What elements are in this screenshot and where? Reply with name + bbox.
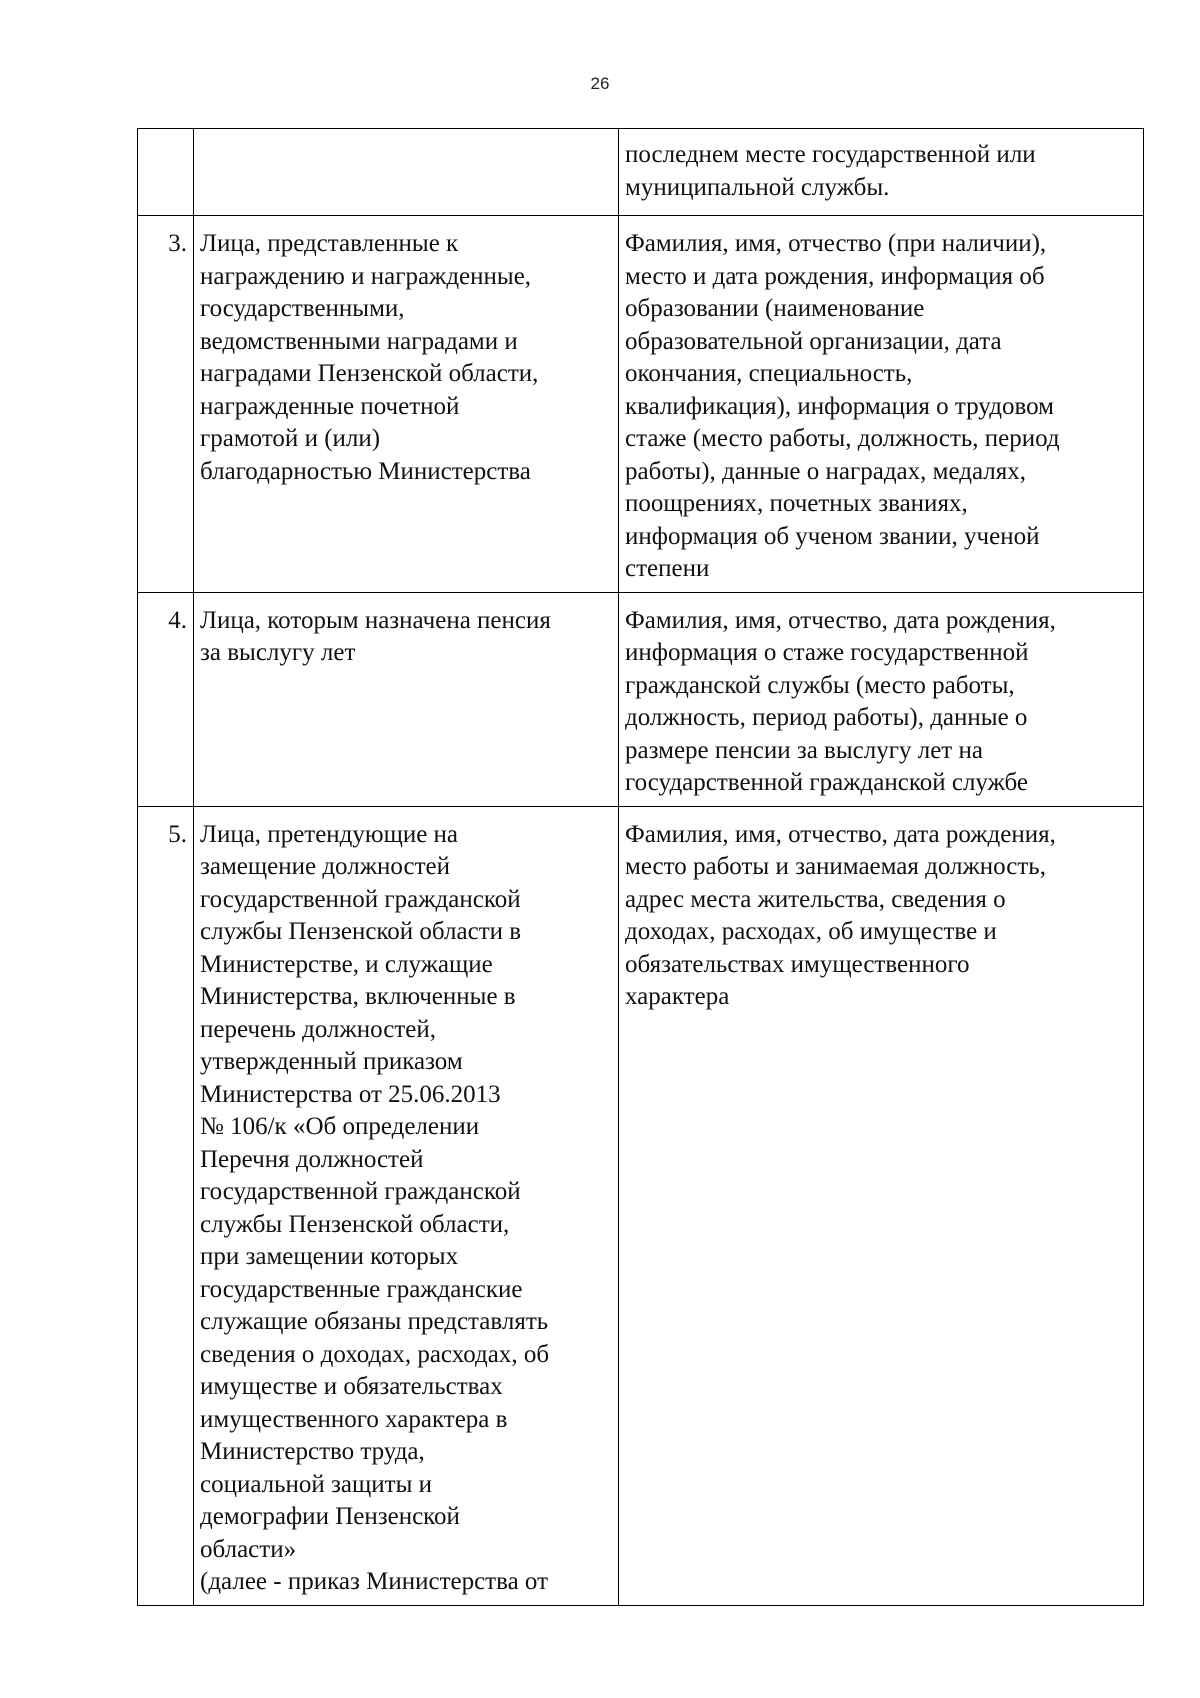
subject-category: Лица, представленные к награждению и награжденные, государственными, ведомственными наградами и наградами Пензенской области, награжденные почетной грамотой и (или) благодарностью Министерства bbox=[194, 216, 619, 593]
row-number: 3. bbox=[138, 216, 194, 593]
personal-data-list: Фамилия, имя, отчество (при наличии), место и дата рождения, информация об образовании (наименование образовательной организации, дата окончания, специальность, квалификация), информация о трудовом стаже (место работы, должность, период работы), данные о наградах, медалях, поощрениях, почетных званиях, информация об ученом звании, ученой степени bbox=[619, 216, 1144, 593]
subject-category: Лица, которым назначена пенсия за выслугу лет bbox=[194, 592, 619, 806]
row-number: 4. bbox=[138, 592, 194, 806]
table-row bbox=[138, 129, 1144, 216]
personal-data-list: последнем месте государственной или муниципальной службы. bbox=[619, 129, 1144, 216]
personal-data-list: Фамилия, имя, отчество, дата рождения, информация о стаже государственной гражданской службы (место работы, должность, период работы), данные о размере пенсии за выслугу лет на государственной гражданской службе bbox=[619, 592, 1144, 806]
subject-category bbox=[194, 129, 619, 216]
table-row bbox=[138, 592, 1144, 806]
page-number: 26 bbox=[590, 74, 610, 93]
personal-data-table bbox=[137, 128, 1144, 1606]
subject-category: Лица, претендующие на замещение должностей государственной гражданской службы Пензенской области в Министерстве, и служащие Министерства, включенные в перечень должностей, утвержденный приказом Министерства от 25.06.2013 № 106/к «Об определении Перечня должностей государственной гражданской службы Пензенской области, при замещении которых государственные гражданские служащие обязаны представлять сведения о доходах, расходах, об имуществе и обязательствах имущественного характера в Министерство труда, социальной защиты и демографии Пензенской области» (далее - приказ Министерства от bbox=[194, 806, 619, 1605]
personal-data-list: Фамилия, имя, отчество, дата рождения, место работы и занимаемая должность, адрес места жительства, сведения о доходах, расходах, об имуществе и обязательствах имущественного характера bbox=[619, 806, 1144, 1605]
row-number bbox=[138, 129, 194, 216]
row-number: 5. bbox=[138, 806, 194, 1605]
table-row bbox=[138, 216, 1144, 593]
table-row bbox=[138, 806, 1144, 1605]
